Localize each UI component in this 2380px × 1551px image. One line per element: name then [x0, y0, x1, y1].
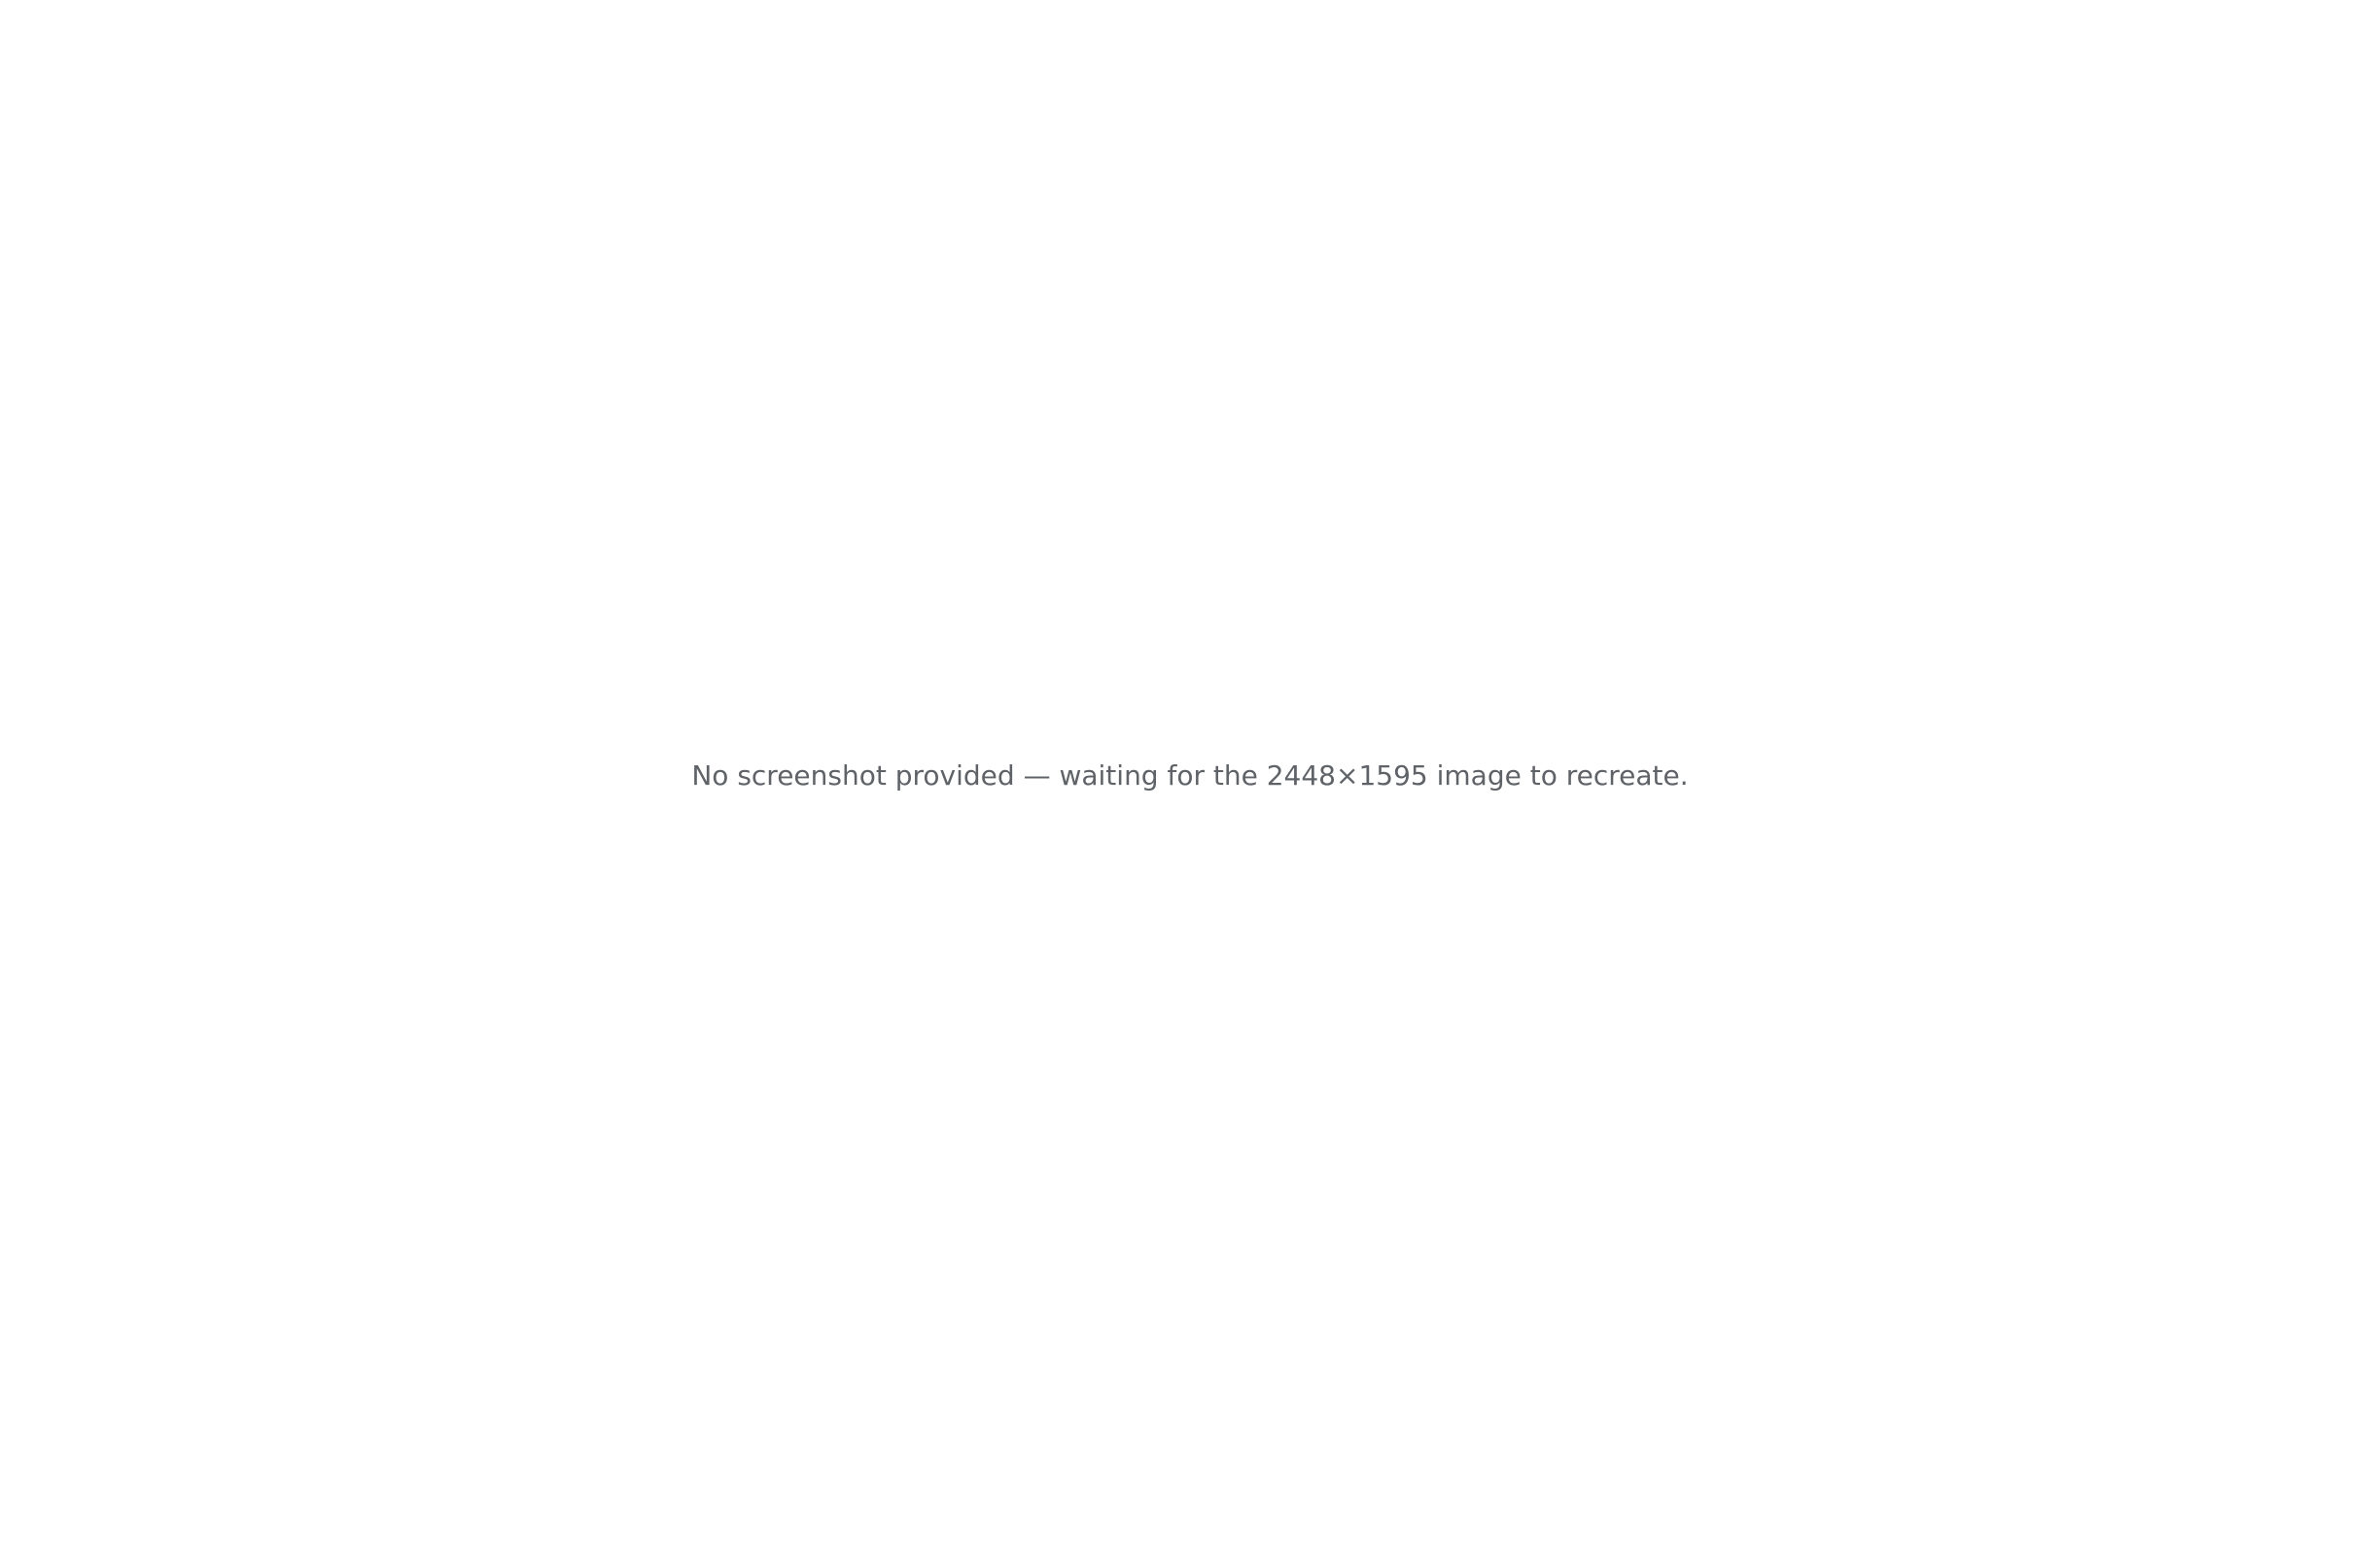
missing-image-notice: No screenshot provided — waiting for the 2448×1595 image to recreate.: [691, 759, 1689, 792]
